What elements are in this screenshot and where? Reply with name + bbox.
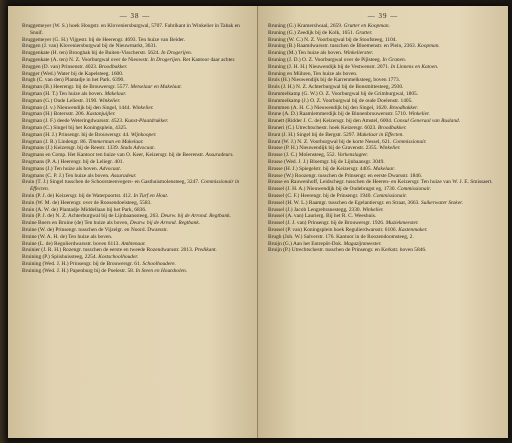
directory-entry [22,118,248,125]
entry-tail: Ret Kantoor daar achter. [181,56,236,63]
entry-occupation: Schoolhoudere. [142,260,176,267]
directory-entry [22,261,248,268]
entry-occupation: Predikant. [194,247,217,254]
entry-text: Bruls (H.) Nieuwendijk bij de Karrenmelksteeg, boven 1773. [268,77,401,84]
entry-occupation: Commissionair. [392,138,427,145]
entry-occupation: Broodbakker. [98,63,128,70]
entry-text: Bruning (W. C.) N. Z. Voorburgwal bij de Stoofsteeg, 1104. [268,36,397,43]
directory-entry [268,98,498,105]
entry-text: Bruine (W. A. H. de) Ten huize als boven. [22,233,113,240]
entry-text: Brusse (J. C.) Molensteeg, 552. [268,152,338,159]
entry-occupation: Winkelier. [362,206,384,213]
entry-occupation: In Drogerijen. [150,56,182,63]
directory-entry [22,166,248,173]
entry-text: Brugman (J. R.) Lindengr. 86. [22,138,89,145]
entry-occupation: Kastanjuijler. [86,111,116,118]
entry-text: Brugmans (J.) Ten huize als boven. [22,165,100,172]
entry-text: Brummen (A. H. C.) Nieuwendijk bij den Singel, 1620. [268,104,390,111]
entry-text: Brummelkamp (J.) O. Z. Voorburgwal bij de oude Doelenstr. 1405. [268,97,413,104]
entry-text: Brusse (H. J.) Spiegelstr. bij de Keizersgr. 4405. [268,165,374,172]
entry-occupation: Metselaar en Makelaar. [130,84,182,91]
directory-entry [22,91,248,98]
directory-entry [22,159,248,166]
directory-entry [268,50,498,57]
directory-entry [268,186,498,193]
right-entry-list [268,23,498,254]
entry-text: Brusse (P. H.) Nieuwendijk bij de Gravenstr. 2355. [268,145,380,152]
left-page [8,6,258,438]
entry-text: Bruggen (D. van) Prinsenstr. 4023. [22,63,99,70]
entry-occupation: Makelaar. [373,165,395,172]
entry-occupation: In Steen en Houtsholen. [135,267,188,274]
entry-text: Brugmans en Comp. Het Kantoor ten huize van O. Keer, Keizersgr. bij de Beerenstr. [22,152,206,159]
directory-entry [22,57,248,64]
directory-entry [22,64,248,71]
directory-entry [22,145,248,152]
entry-occupation: Advocaat. [99,165,122,172]
entry-text: Bruning (G.) Zeedijk bij de Kolk, 1651. [268,29,356,36]
entry-text: Bruning (J. H. H.) Nieuwendijk bij de Vestwenstr. 2071. [268,63,391,70]
entry-text: Brusse en Rauwenhoff, Leidschegr. tusschen de Heeren- en Keizersgr. Ten huize van W. J. E. Smissaert. [268,179,493,186]
entry-text: Brugger (Wed.) Water bij de Kapelsteeg. 1600. [22,70,124,77]
entry-occupation: Broodbakker. [389,104,418,111]
entry-occupation: Consul Generaal van Rusland. [393,118,461,125]
entry-occupation: Magazijnmeester. [343,240,382,247]
entry-occupation: Muziekmeester. [385,220,419,227]
entry-text: Brugman (B.) Heerengr. bij de Brouwersgr. 5577. [22,84,131,91]
entry-text: Bruine (W. de) Prinsengr. tusschen de Vijzelgr. en Noord. Dwarsstr. [22,226,168,233]
entry-text: Bruggemeyer (G. H.) Vijgestr. bij de Heerengr. 4693. Ten huize van Beider. [22,36,186,43]
directory-entry [22,268,248,275]
entry-text: Bruning (B.) Raamdwarsstr. tusschen de Bloemenstr. en Plein, 2363. [268,43,418,50]
directory-entry [268,166,498,173]
entry-text: Bruneri (C.) Utrechtschestr. hoek Keizersgr. 6023. [268,124,378,131]
entry-text: Bruggen (J. van) Kloveniersburgwal bij de Nieuwmarkt, 3631. [22,43,158,50]
entry-occupation: Commissionair. [373,192,407,199]
entry-occupation: Ambtenaar. [121,240,146,247]
entry-text: Brummelkamp (G. W.) O. Z. Voorburgwal bij de Grimburgwal, 1805. [268,90,419,97]
book-binding-edge [0,0,8,443]
entry-text: Brugman (H.) Botersstr. 206. [22,111,87,118]
directory-entry [268,234,498,241]
directory-entry [268,84,498,91]
directory-entry [22,125,248,132]
entry-occupation: Stads Advocaat. [120,145,156,152]
directory-entry [22,254,248,261]
entry-occupation: Assuradeurs. [205,152,234,159]
entry-text: Brussel (J. H. A.) Nieuwendijk bij de Oudebrugst eg, 1730. [268,186,398,193]
entry-text: Bruin (T. J.) Singel tusschen de Schoorsteenvegers- en Gasthuismolensteeg, 3247. [22,179,201,186]
entry-text: Brugmans (J.) Keizersgr. bij de Reestr. 1339. [22,145,121,152]
directory-entry [268,193,498,200]
directory-entry [268,220,498,227]
directory-entry [268,64,498,71]
entry-text: Bruning en Mühren, Ten huize als boven. [268,70,358,77]
entry-text: Brunt (W. J.) N. Z. Voorburgwal bij de korte Nessel, 621. [268,138,393,145]
entry-occupation: Grutter en Koopman. [343,23,390,29]
entry-text: Bruining (Wed. J. H.) Prinsengr. bij de Brouwersgr. 61. [22,260,143,267]
directory-entry [268,200,498,207]
directory-entry [22,50,248,57]
directory-entry [268,132,498,139]
directory-entry [22,152,248,159]
entry-text: Brussel (C. F.) Heerengr. bij de Prinsengr. 1940. [268,192,374,199]
entry-occupation: In Drogerijen. [161,50,193,57]
right-page [258,6,508,438]
entry-occupation: Koopman. [417,43,440,50]
entry-text: Brugmans (P. A.) Heerengr. bij de Leliegr. 401. [22,158,124,165]
directory-entry [22,179,248,193]
entry-text: Brugh (C. van den) Plantadje in het Park. 6390. [22,77,125,84]
entry-occupation: Winkelier. [98,97,121,104]
directory-entry [22,200,248,207]
entry-text: Brusse (Wed. J. J.) Bloemgr. bij de Lijnbaansgr. 3049. [268,158,385,165]
entry-text: Brugmans (C. P. J.) Ten huize als boven. [22,172,111,179]
entry-text: Bruining (Wed. J. H.) Papenburg bij de Poelestr. 58. [22,267,136,274]
entry-text: Brugh (Joh. W.) Salverstr. 176. Kantoor in de Roozendoomsteeg, 2. [268,233,414,240]
entry-text: Brussel (A. van) Laurierg. Bij het R. C. Weeshuis. [268,213,377,220]
directory-entry [22,193,248,200]
entry-text: Brusse (W.) Roozengr. tusschen de Prinsengr. en eerste Dwarsstr. 1846. [268,172,423,179]
entry-text: Bruin (P. J. de) N. Z. Achterburgwal bij de Lijnbaanssteeg, 263. [22,213,161,220]
entry-text: Bruggenkate (A. ten) N. Z. Voorburgwal over de Nieuwstr. [22,56,151,63]
entry-occupation: Varkenslagter. [337,152,369,159]
entry-text: Brussel (P. van) Koningsplein hoek Regulierdwarsstr. 6106. [268,226,399,233]
entry-occupation: Wijnkooper. [130,131,157,138]
entry-text: Bruijn (G.) Aan het Entrepôt-Dok. [268,240,344,247]
entry-text: Bruin (A. W. de) Plantadje Middellaan bij het Park, 6836. [22,206,147,213]
entry-text: Brugman (C.) Singel bij het Koningsplein, 4325. [22,124,128,131]
entry-occupation: Winkelier. [379,145,401,152]
entry-text: Brugman (J. v.) Nieuwendijk bij den Singel, 1444. [22,104,133,111]
entry-occupation: Winkelierster. [343,50,374,57]
entry-occupation: Kostschoolhouder. [98,254,139,261]
entry-text: Bruning (J. D.) O. Z. Voorburgwal over de Pijlsteeg. [268,56,383,63]
entry-occupation: Grutter. [355,29,373,36]
entry-text: Brune (A. D.) Raamlemmerdijk bij de Binnenbrouwersstr. 5710. [268,111,409,118]
entry-occupation: Deurw. bij de Arrond. Regtbank. [160,213,231,220]
entry-occupation: Winkelier. [132,104,154,111]
directory-entry [22,220,248,227]
entry-occupation: In Linnens en Katoen. [390,63,439,70]
entry-occupation: Commissionair. [397,186,431,193]
entry-text: Bruls (J. H.) N. Z. Achterburgwal bij de Bonsmittesteeg, 2930. [268,84,404,91]
directory-entry [268,227,498,234]
left-entry-list [22,23,248,274]
entry-text: Bruine (L. de) Regulierdwarsstr. boven 6113. [22,240,122,247]
entry-text: Brussel (H. W. L.) Raamgr. tusschen de Egelantiersgr. en Straat, 3663. [268,199,422,206]
entry-occupation: Winkelier. [408,111,430,118]
right-page-number: — 39 — [367,12,399,20]
entry-text: Brugman (H. T.) Ten huize als boven. [22,90,105,97]
directory-entry [22,98,248,105]
entry-text: Brunett (Ridder J. C. de) Keizersgr. bij den Amstel, 6004. [268,118,394,125]
directory-entry [22,227,248,234]
entry-occupation: Commissionair in Effecten. [30,179,240,193]
entry-text: Brussel (J. J. van) Prinsengr. bij de Brouwersgr. 1926. [268,220,386,227]
entry-occupation: Kunst-Plaatdrukker. [124,118,169,125]
book-spread [8,6,508,438]
entry-text: Brugman (G.) Oude Leliestr. 3190. [22,97,99,104]
entry-text: Bruggemeyer (W. S.) hoek Hoogstr. en Kloveniersburgwal, [22,23,152,29]
entry-occupation: In Granen. [382,56,407,63]
directory-entry [268,125,498,132]
entry-text: Brunt (J. H.) Singel bij de Bergstr. 5297. [268,131,357,138]
entry-occupation: Makelaar in Effecten. [356,131,404,138]
directory-entry [22,23,248,37]
entry-text: Bruin (W. M. de) Heerengr. over de Roosendoelsteeg, 5583. [22,199,152,206]
directory-entry [268,30,498,37]
entry-text: Brugman (J. F.) deede Weteringdwarsstr. 4523. [22,118,125,125]
directory-entry [268,57,498,64]
directory-entry [268,159,498,166]
entry-text: Bruin (P. J. de) Keizersgr. bij de Waterpoortst. 412. [22,192,134,199]
entry-tail: 5707. Fabrikant in Winkelier in Tabak en Snuif. [30,23,240,36]
entry-occupation: Timmerman en Makelaar. [88,138,144,145]
entry-text: Bruijn (P.) Utrechtschestr. tusschen de Prinsengr. en Kerkstr. boven 5846. [268,247,427,254]
directory-entry [22,234,248,241]
entry-occupation: Suikerwater Stoker. [421,199,463,206]
entry-occupation: Deurw. bij de Arrond. Regtbank. [129,220,201,227]
directory-entry [268,23,498,30]
entry-text: Bruine Boers en Bruine (de) Ten huize als boven, [22,220,130,227]
entry-text: Brugman (H. J.) Prinsengr. bij de Brouwersgr. 44. [22,131,131,138]
entry-text: Bruinier (J. R. H.) Rozengr. tusschen de eerste en tweede Rozendwarsstr. 2013. [22,247,195,254]
entry-text: Bruning (M.) Ten huize als boven. [268,50,344,57]
left-page-number: — 38 — [119,12,151,20]
directory-entry [268,152,498,159]
entry-text: Bruining (P.) Spiishuissteeg, 2254. [22,254,99,261]
entry-occupation: Makelaar. [104,90,127,97]
entry-occupation: Broodbakker. [377,124,407,131]
entry-occupation: Kastenmaker. [398,226,428,233]
directory-entry [268,118,498,125]
directory-entry [22,84,248,91]
entry-text: Bruggenkate (H. ten) Brooghak bij de Buiten-Visscherstr. 5624. [22,50,162,57]
entry-occupation: Assuradeur. [110,172,137,179]
directory-entry [268,247,498,254]
entry-text: Bruning (G.) Kramerslwaal, 2659. [268,23,344,29]
entry-occupation: In Turf en Hout. [133,192,169,199]
directory-entry [22,132,248,139]
entry-text: Brussel (J.) Jacob Lengrebranestegg, 2330. [268,206,363,213]
directory-entry [268,91,498,98]
